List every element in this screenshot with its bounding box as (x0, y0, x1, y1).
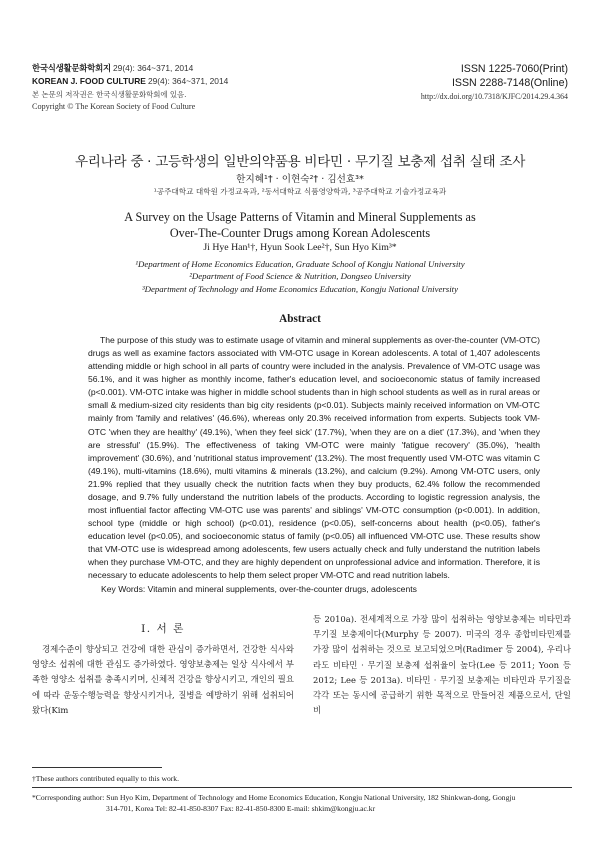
footnote-equal-contribution: †These authors contributed equally to this work. (32, 774, 179, 783)
footnote-corresponding-author (32, 792, 572, 814)
abstract-heading: Abstract (279, 313, 321, 325)
journal-name-ko: 한국식생활문화학회지 (32, 63, 111, 73)
authors-korean: 한지혜¹† · 이현숙²† · 김선효³* (236, 174, 364, 185)
body-right-column: 등 2010a). 전세계적으로 가장 많이 섭취하는 영양보충제는 비타민과 무기질 보충제이다(Murphy 등 2007). 미국의 경우 종합비타민제를 가장 많이 섭취하는 것으로 보고되었으며(Radimer 등 2004), 우리나라도 비타민 · 무기질 보충제 섭취율이 높다(Lee 등 2011; Yoon 등 2012; Lee 등 2013a). 비타민 · 무기질 보충제는 비타민과 무기질을 각각 또는 동시에 공급하기 위한 목적으로 만들어진 제품으로서, 단일비 (313, 614, 571, 716)
journal-volume-en: 29(4): 364~371, 2014 (147, 76, 229, 87)
journal-name-en: KOREAN J. FOOD CULTURE (32, 76, 146, 87)
footnote-divider-2 (32, 787, 572, 788)
corresponding-author-line-2: 314-701, Korea Tel: 82-41-850-8307 Fax: 82-41-850-8300 E-mail: shkim@kongju.ac.kr (106, 804, 376, 813)
journal-info (32, 62, 362, 113)
title-korean: 우리나라 중 · 고등학생의 일반의약품용 비타민 · 무기질 보충제 섭취 실태 조사 (74, 154, 526, 170)
journal-volume-ko: 29(4): 364~371, 2014 (113, 63, 194, 73)
copyright-line: Copyright © The Korean Society of Food Culture (32, 101, 196, 111)
issn-info (338, 62, 568, 102)
issn-print: ISSN 1225-7060(Print) (460, 63, 568, 75)
affiliation-1: ¹Department of Home Economics Education, Graduate School of Kongju National University (135, 259, 465, 269)
title-english-line-2: Over-The-Counter Drugs among Korean Adolescents (169, 225, 431, 240)
affiliation-3: ³Department of Technology and Home Economics Education, Kongju National University (141, 283, 459, 294)
affiliations-korean: ¹공주대학교 대학원 가정교육과, ²동서대학교 식품영양학과, ³공주대학교 기술가정교육과 (153, 187, 447, 196)
footnote-divider (32, 767, 162, 768)
title-english-line-1: A Survey on the Usage Patterns of Vitamin and Mineral Supplements as (124, 210, 476, 224)
title-english (0, 210, 600, 241)
corresponding-author-line-1: *Corresponding author: Sun Hyo Kim, Department of Technology and Home Economics Education, Kongju National University, 182 Shinkwan-dong, Gongju (32, 793, 516, 802)
issn-online: ISSN 2288-7148(Online) (451, 77, 568, 89)
copyright-note: 본 논문의 저작권은 한국식생활문화학회에 있음. (32, 89, 187, 99)
keywords (101, 584, 541, 594)
affiliations-english (0, 258, 600, 295)
body-left-column: 경제수준이 향상되고 건강에 대한 관심이 증가하면서, 건강한 식사와 영양소 섭취에 대한 관심도 증가하였다. 영양보충제는 일상 식사에서 부족한 영양소 섭취를 충족시키며, 신체적 건강을 향상시키고, 개인의 필요에 따라 운동수행능력을 향상시키거나, 질병을 예방하기 위해 섭취되어 왔다(Kim (32, 644, 294, 715)
affiliation-2: ²Department of Food Science & Nutrition, Dongseo University (189, 271, 411, 282)
keywords-label: Key Words: (101, 584, 146, 594)
authors-english: Ji Hye Han¹†, Hyun Sook Lee²†, Sun Hyo Kim³* (203, 242, 397, 253)
doi-link[interactable]: http://dx.doi.org/10.7318/KJFC/2014.29.4.364 (420, 92, 568, 101)
section-heading-introduction: Ⅰ. 서 론 (141, 623, 185, 635)
keywords-list: Vitamin and mineral supplements, over-the-counter drugs, adolescents (147, 584, 417, 594)
abstract-text: The purpose of this study was to estimate usage of vitamin and mineral supplements as over-the-counter (VM-OTC) drugs as well as examine factors associated with VM-OTC usage in Korean adolescents. A total of 1,407 adolescents attending middle or high school in all parts of country were included in the analysis. Prevalence of VM-OTC usage was 56.1%, and it was higher as monthly income, father's education level, and socioeconomic status of family increased (p<0.001). VM-OTC intake was higher in middle school students than in high school students as well as in rural areas or small & medium-sized city residents than big city residents (p<0.01). Subjects mainly received information on VM-OTC mainly from 'family and relatives' (46.6%), whereas only 20.3% received information from experts. Subjects took VM-OTC 'when they are healthy' (49.1%), 'when they feel sick' (17.7%), 'when they are on a diet' (17.3%), and 'when they are stressful' (15.9%). The effectiveness of taking VM-OTC were mainly 'fatigue recovery' (35.0%), 'health improvement' (30.6%), and 'nutritional status improvement' (13.2%). The most frequently used VM-OTC was vitamin C (49.1%), multi-vitamins (18.6%), multi vitamins & minerals (13.2%), and calcium (9.2%). Among VM-OTC users, only 21.9% replied that they usually check the nutrition facts when they buy products, 62.4% follow the recommended dosage, and 9.7% fully understand the nutrition labels of the products. According to logistic regression analysis, the most influential factor affecting VM-OTC use was parents' and siblings' VM-OTC consumption (p<0.001). In addition, school type (middle or high school) (p<0.01), residence (p<0.05), self-concerns about health (p<0.05), father's education level (p<0.05), and socioeconomic status of family (p<0.05) all influenced VM-OTC use. These results show that VM-OTC use is widespread among adolescents, few users actually check and fully understand the nutrition labels when they purchase VM-OTC, and they are highly dependent on unprofessional advice and information. Therefore, it is necessary to educate adolescents to help them select proper VM-OTC and read nutrition labels. (88, 335, 540, 581)
